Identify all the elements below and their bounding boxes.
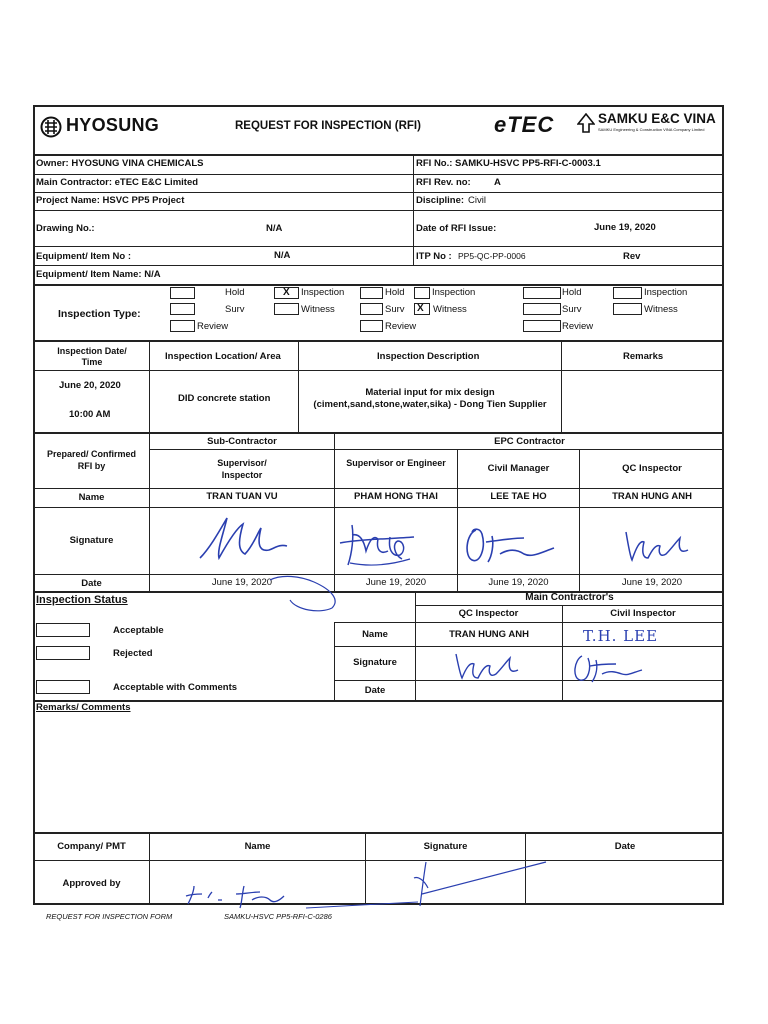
inspection-checkbox-3[interactable]: [613, 287, 642, 299]
witness-label-2: Witness: [433, 304, 467, 315]
inspection-status-title: Inspection Status: [36, 594, 128, 606]
etec-logo: eTEC: [494, 112, 555, 137]
witness-label-1: Witness: [301, 304, 335, 315]
status-name-label: Name: [362, 629, 388, 640]
name-civil-manager: LEE TAE HO: [490, 491, 547, 502]
status-qc-inspector-header: QC Inspector: [458, 608, 519, 619]
hyosung-logo-icon: [40, 116, 64, 138]
footer-signature-header: Signature: [423, 841, 468, 852]
rejected-label: Rejected: [113, 648, 153, 659]
status-civil-name-handwritten: T.H. LEE: [583, 627, 659, 645]
form-title: REQUEST FOR INSPECTION (RFI): [235, 120, 421, 132]
rev-label: Rev: [623, 251, 641, 262]
inspection-description-line2: (ciment,sand,stone,water,sika) - Dong Tien Supplier: [313, 399, 547, 410]
main-contractor-header: Main Contractror's: [525, 592, 614, 603]
discipline-label: Discipline:: [416, 195, 465, 206]
drawing-no-label: Drawing No.:: [36, 223, 95, 234]
witness-x-mark: X: [417, 303, 424, 314]
surv-checkbox-2[interactable]: [360, 303, 383, 315]
hold-checkbox-2[interactable]: [360, 287, 383, 299]
date-sub-supervisor: June 19, 2020: [211, 577, 273, 588]
hyosung-logo-text: HYOSUNG: [66, 115, 160, 135]
discipline-value: Civil: [468, 195, 486, 206]
date-row-label: Date: [81, 578, 102, 589]
equipment-name-field: Equipment/ Item Name: N/A: [36, 269, 161, 280]
col-remarks: Remarks: [623, 351, 664, 362]
name-epc-supervisor: PHAM HONG THAI: [354, 491, 438, 502]
signature-qc-inspector: [618, 520, 698, 570]
status-civil-signature: [568, 650, 648, 684]
signature-civil-manager: [458, 520, 568, 570]
inspection-checkbox-2[interactable]: [414, 287, 430, 299]
name-qc-inspector: TRAN HUNG ANH: [612, 491, 692, 502]
acceptable-comments-checkbox[interactable]: [36, 680, 90, 694]
inspection-label-1: Inspection: [301, 287, 345, 298]
review-checkbox-3[interactable]: [523, 320, 561, 332]
approved-by-signature: [300, 858, 560, 914]
footer-name-header: Name: [244, 841, 271, 852]
col-inspection-description: Inspection Description: [377, 351, 480, 362]
inspection-label-2: Inspection: [432, 287, 476, 298]
approved-by-name-handwritten: [182, 880, 292, 916]
date-issue-value: June 19, 2020: [594, 222, 656, 233]
remarks-title: Remarks/ Comments: [36, 702, 131, 713]
drawing-no-value: N/A: [266, 223, 283, 234]
witness-checkbox-1[interactable]: [274, 303, 299, 315]
owner-field: Owner: HYOSUNG VINA CHEMICALS: [36, 158, 204, 169]
signature-row-label: Signature: [69, 535, 114, 546]
footer-form-name: REQUEST FOR INSPECTION FORM: [46, 912, 173, 921]
remarks-area[interactable]: [34, 716, 723, 832]
civil-manager-header: Civil Manager: [487, 463, 550, 474]
date-issue-label: Date of RFI Issue:: [416, 223, 497, 234]
company-pmt-header: Company/ PMT: [57, 841, 126, 852]
review-label-1: Review: [197, 321, 229, 332]
samku-logo-subtext: SAMKU Engineering & Construction VINA Company Limited: [598, 127, 705, 132]
date-qc-inspector: June 19, 2020: [621, 577, 683, 588]
epc-contractor-header: EPC Contractor: [494, 436, 565, 447]
equipment-item-label: Equipment/ Item No :: [36, 251, 131, 262]
samku-logo-text: SAMKU E&C VINA: [598, 111, 716, 126]
equipment-item-value: N/A: [274, 250, 291, 261]
name-row-label: Name: [78, 492, 105, 503]
date-epc-supervisor: June 19, 2020: [365, 577, 427, 588]
witness-label-3: Witness: [644, 304, 678, 315]
supervisor-inspector-header: Supervisor/ Inspector: [217, 458, 267, 480]
hold-checkbox-1[interactable]: [170, 287, 195, 299]
status-qc-name: TRAN HUNG ANH: [449, 629, 529, 640]
status-signature-label: Signature: [353, 657, 397, 668]
surv-label-2: Surv: [385, 304, 405, 315]
status-date-label: Date: [364, 685, 386, 696]
inspection-description-line1: Material input for mix design: [365, 387, 495, 398]
hold-label-1: Hold: [225, 287, 245, 298]
main-contractor-field: Main Contractor: eTEC E&C Limited: [36, 177, 199, 188]
sub-contractor-header: Sub-Contractor: [207, 436, 277, 447]
inspection-date-value: June 20, 2020: [59, 380, 121, 391]
surv-label-3: Surv: [562, 304, 582, 315]
itp-value: PP5-QC-PP-0006: [458, 251, 526, 261]
acceptable-checkbox[interactable]: [36, 623, 90, 637]
surv-label-1: Surv: [225, 304, 245, 315]
date-civil-manager: June 19, 2020: [488, 577, 549, 588]
rfi-no-field: RFI No.: SAMKU-HSVC PP5-RFI-C-0003.1: [416, 158, 601, 169]
samku-logo-icon: [577, 113, 595, 133]
review-checkbox-1[interactable]: [170, 320, 195, 332]
hold-label-2: Hold: [385, 287, 405, 298]
acceptable-label: Acceptable: [113, 625, 164, 636]
name-sub-supervisor: TRAN TUAN VU: [206, 491, 278, 502]
signature-loop-stroke: [262, 560, 402, 616]
col-inspection-location: Inspection Location/ Area: [165, 351, 281, 362]
inspection-time-value: 10:00 AM: [69, 409, 111, 420]
inspection-label-3: Inspection: [644, 287, 688, 298]
footer-form-code: SAMKU-HSVC PP5-RFI-C-0286: [224, 912, 332, 921]
status-qc-signature: [448, 646, 528, 684]
col-inspection-date: Inspection Date/ Time: [57, 346, 127, 367]
project-name-field: Project Name: HSVC PP5 Project: [36, 195, 185, 206]
status-civil-inspector-header: Civil Inspector: [610, 608, 676, 619]
supervisor-engineer-header: Supervisor or Engineer: [346, 458, 446, 468]
surv-checkbox-1[interactable]: [170, 303, 195, 315]
qc-inspector-header: QC Inspector: [622, 463, 682, 474]
review-label-2: Review: [385, 321, 417, 332]
witness-checkbox-3[interactable]: [613, 303, 642, 315]
approved-by-label: Approved by: [62, 878, 121, 889]
footer-date-header: Date: [614, 841, 636, 852]
inspection-x-mark: X: [283, 287, 290, 298]
rfi-rev-label: RFI Rev. no:: [416, 177, 471, 188]
hold-checkbox-3[interactable]: [523, 287, 561, 299]
review-checkbox-2[interactable]: [360, 320, 383, 332]
hold-label-3: Hold: [562, 287, 582, 298]
itp-label: ITP No :: [416, 251, 452, 262]
inspection-type-label: Inspection Type:: [58, 308, 141, 320]
acceptable-comments-label: Acceptable with Comments: [113, 682, 238, 693]
rejected-checkbox[interactable]: [36, 646, 90, 660]
rfi-rev-value: A: [494, 177, 501, 188]
surv-checkbox-3[interactable]: [523, 303, 561, 315]
review-label-3: Review: [562, 321, 594, 332]
prepared-by-label: Prepared/ Confirmed RFI by: [46, 449, 137, 471]
inspection-location-value: DID concrete station: [178, 393, 271, 404]
